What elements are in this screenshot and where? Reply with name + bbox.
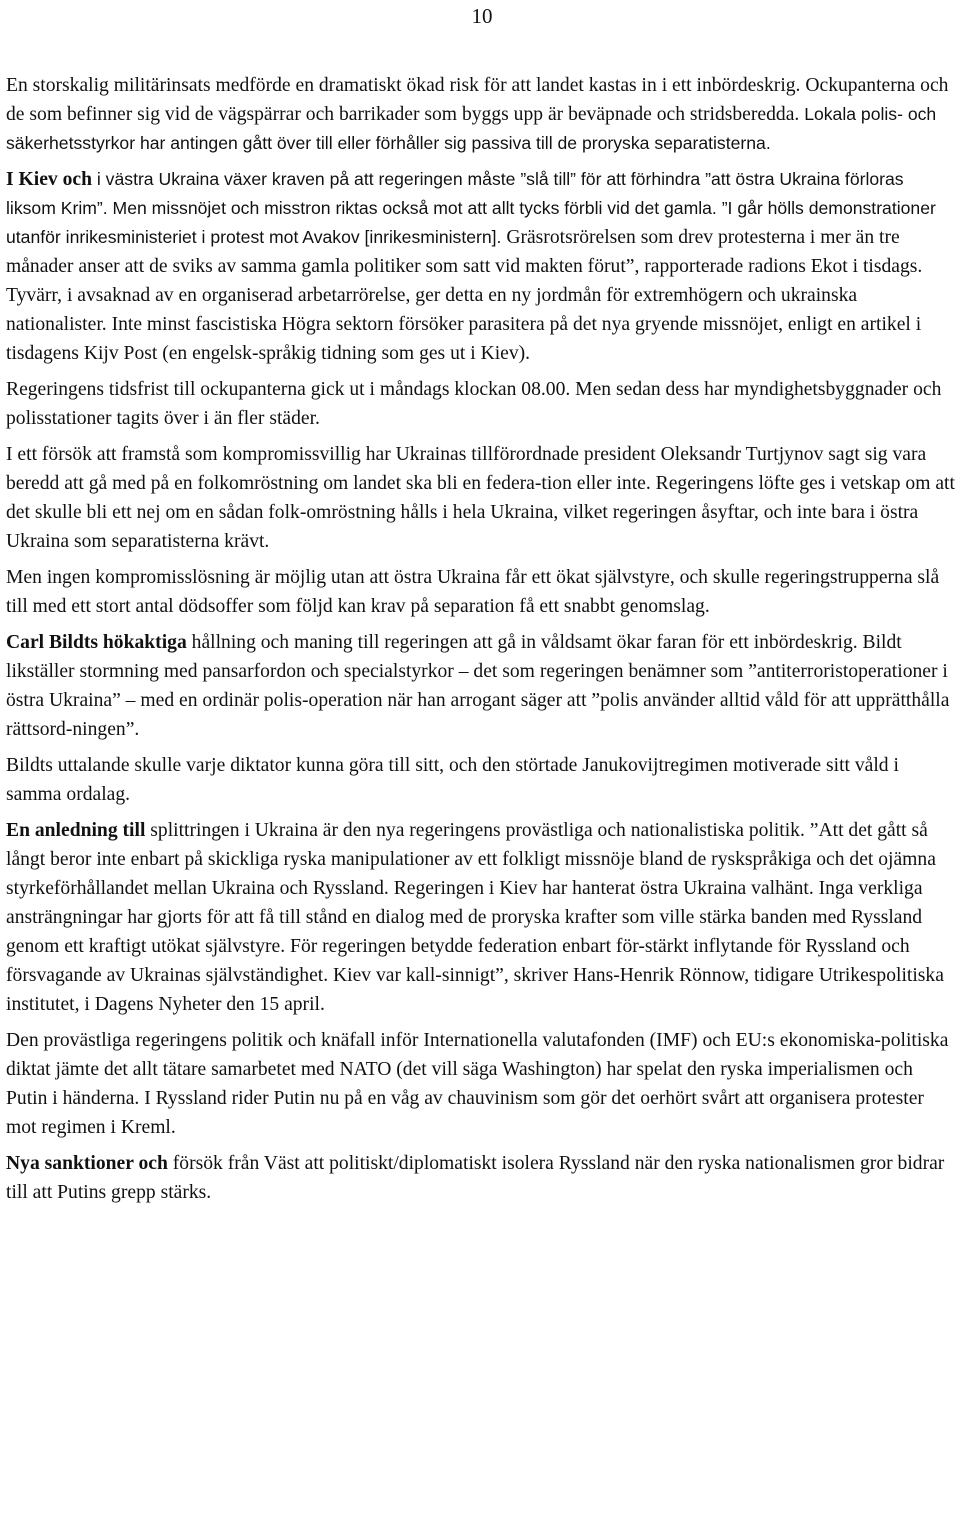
paragraph-1-text-a: En storskalig militärinsats medförde en dramatiskt ökad risk för att landet kastas in i ett inbördeskrig. Ockupanterna och de som befinner sig vid de vägspärrar och barrikader som byggs upp är beväpnade och stridsberedda. xyxy=(6,75,949,125)
paragraph-10-text: försök från Väst att politiskt/diplomatiskt isolera Ryssland när den ryska nationalismen gror bidrar till att Putins grepp stärks. xyxy=(6,1153,945,1203)
paragraph-2-text-a: i västra Ukraina växer kraven på att regeringen måste ”slå till” för att förhindra ”att östra Ukraina förloras liksom Krim”. xyxy=(6,169,904,218)
paragraph-2-text-c: Gräsrotsrörelsen som drev protesterna i mer än tre månader anser att de sviks av samma gamla politiker som satt vid makten förut”, rapporterade radions Ekot i tisdags. Tyvärr, i avsaknad av en organiserad arbetarrörelse, ger detta en ny jordmån för extremhögern och ukrainska nationalister. Inte minst fascistiska Högra sektorn försöker parasitera på det nya gryende missnöjet, enligt en artikel i tisdagens Kijv Post (en engelsk-språkig tidning som ges ut i Kiev). xyxy=(6,227,923,364)
page-number: 10 xyxy=(471,4,493,28)
paragraph-8 xyxy=(6,816,956,1019)
paragraph-3: Regeringens tidsfrist till ockupanterna gick ut i måndags klockan 08.00. Men sedan dess har myndighetsbyggnader och polisstationer tagits över i än fler städer. xyxy=(6,379,942,429)
paragraph-9: Den provästliga regeringens politik och knäfall inför Internationella valutafonden (IMF) och EU:s ekonomiska-politiska diktat jämte det allt tätare samarbetet med NATO (det vill säga Washington) har spelat den ryska imperialismen och Putin i händerna. I Ryssland rider Putin nu på en våg av chauvinism som gör det oerhört svårt att organisera protester mot regimen i Kreml. xyxy=(6,1030,949,1138)
paragraph-4: I ett försök att framstå som kompromissvillig har Ukrainas tillförordnade president Oleksandr Turtjynov sagt sig vara beredd att gå med på en folkomröstning om landet ska bli en federa-tion eller inte. Regeringens löfte ges i vetskap om att det skulle bli ett nej om en sådan folk-omröstning hålls i hela Ukraina, vilket regeringen åsyftar, och inte bara i östra Ukraina som separatisterna krävt. xyxy=(6,444,955,552)
paragraph-8-text: splittringen i Ukraina är den nya regeringens provästliga och nationalistiska politik. ”Att det gått så långt beror inte enbart på skickliga ryska manipulationer av ett folkligt missnöje bland de ryskspråkiga och det ojämna styrkeförhållandet mellan Ukraina och Ryssland. Regeringen i Kiev har hanterat östra Ukraina valhänt. Inga verkliga ansträngningar har gjorts för att få till stånd en dialog med de proryska krafter som ville stärka banden med Ryssland genom ett kraftigt utökat självstyre. För regeringen betydde federation enbart för-stärkt inflytande för Ryssland och försvagande av Ukrainas självständighet. Kiev var kall-sinnigt”, skriver Hans-Henrik Rönnow, tidigare Utrikespolitiska institutet, i Dagens Nyheter den 15 april. xyxy=(6,820,944,1015)
paragraph-5: Men ingen kompromisslösning är möjlig utan att östra Ukraina får ett ökat självstyre, och skulle regeringstrupperna slå till med ett stort antal dödsoffer som följd kan krav på separation få ett snabbt genomslag. xyxy=(6,567,940,617)
paragraph-1 xyxy=(6,71,956,158)
paragraph-1-text-b: Lokala polis- och säkerhetsstyrkor har antingen gått över till eller förhåller sig passiva till de proryska separatisterna. xyxy=(6,104,937,153)
paragraph-2-text-b: Men missnöjet och misstron riktas också mot att allt tycks förbli vid det gamla. ”I går hölls demonstrationer utanför inrikesministeriet i protest mot Avakov [inrikesministern]. xyxy=(6,198,936,247)
paragraph-2-lead: I Kiev och xyxy=(6,169,92,190)
paragraph-10-lead: Nya sanktioner och xyxy=(6,1153,168,1174)
paragraph-6 xyxy=(6,628,956,744)
paragraph-6-text: hållning och maning till regeringen att gå in våldsamt ökar faran för ett inbördeskrig. Bildt likställer stormning med pansarfordon och specialstyrkor – det som regeringen benämner som ”antiterroristoperationer i östra Ukraina” – med en ordinär polis-operation när han arrogant säger att ”polis använder alltid våld för att upprätthålla rättsord-ningen”. xyxy=(6,632,950,740)
paragraph-7: Bildts uttalande skulle varje diktator kunna göra till sitt, och den störtade Janukovijtregimen motiverade sitt våld i samma ordalag. xyxy=(6,755,899,805)
paragraph-6-lead: Carl Bildts hökaktiga xyxy=(6,632,187,653)
paragraph-10 xyxy=(6,1149,956,1207)
article-body xyxy=(6,71,956,1214)
paragraph-2 xyxy=(6,165,956,368)
paragraph-8-lead: En anledning till xyxy=(6,820,146,841)
